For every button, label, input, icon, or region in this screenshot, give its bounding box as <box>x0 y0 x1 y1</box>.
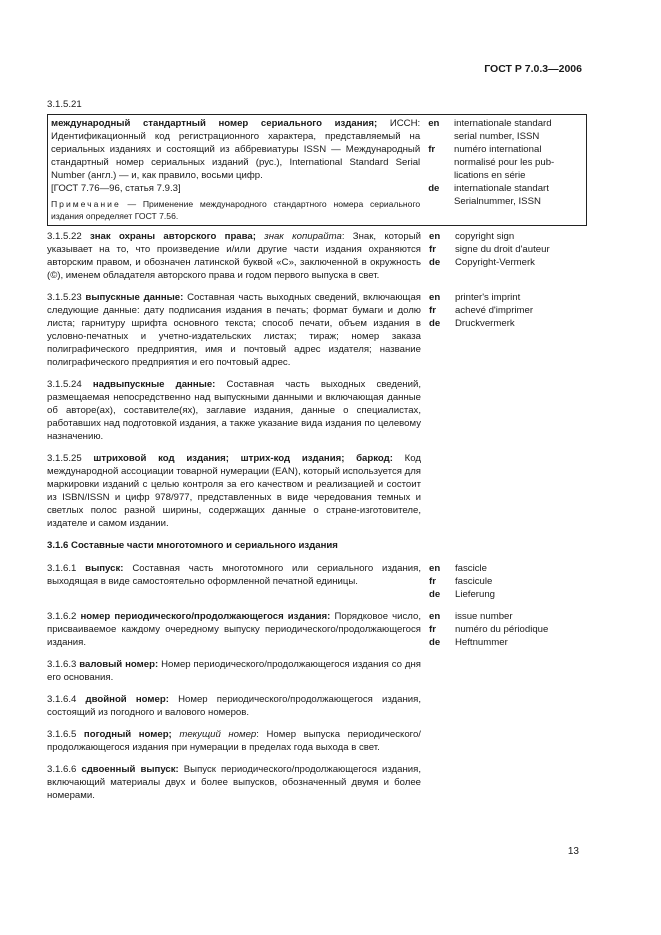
entry-definition: 3.1.6.1 выпуск: Составная часть многотомного или сериального издания, выходящая в виде самостоятельно оформленной печатной единицы. <box>47 563 421 587</box>
note <box>51 199 420 222</box>
language-codes: en fr de <box>429 563 441 600</box>
note-label: Примечание <box>51 199 121 209</box>
entry-definition: 3.1.6.4 двойной номер: Номер периодического/продолжающегося издания, состоящий из погодного и валового номеров. <box>47 694 421 718</box>
entry-definition: 3.1.5.25 штриховой код издания; штрих-код издания; баркод: Код международной ассоциации товарной нумерации (EAN), который используется для маркировки изданий с целью контроля за его качеством и реализацией и состоит из ISBN/ISSN и цифр 978/977, представленных в виде чередования темных и светлых полос разной ширины, содержащих данные о стране-изготовителе, издателе и самом издании. <box>47 453 421 529</box>
definition-text: Выпуск периодического/продолжающегося издания, включающий материалы двух и более выпусков, обозначенный двумя и более номерами. <box>47 764 421 801</box>
foreign-terms: copyright sign signe du droit d'auteur Copyright-Vermerk <box>455 231 550 268</box>
entry-definition: 3.1.5.24 надвыпускные данные: Составная часть выходных сведений, размещаемая непосредственно над выпускными данными и включающая данные об авторе(ах), составителе(ях), заглавие издания, данные о специалистах, работавших над подготовкой издания, а также указание вида издания по целевому назначению. <box>47 379 421 442</box>
entry <box>47 562 587 601</box>
foreign-terms: issue number numéro du périodique Heftnummer <box>455 611 549 648</box>
entry <box>47 291 587 369</box>
term: штриховой код издания; штрих-код издания; баркод: <box>93 453 393 464</box>
term-synonym: знак копирайта <box>264 231 342 242</box>
page-number: 13 <box>567 846 579 857</box>
entry-definition: 3.1.6.6 сдвоенный выпуск: Выпуск периодического/продолжающегося издания, включающий материалы двух и более выпусков, обозначенный двумя и более номерами. <box>47 764 421 801</box>
language-codes: en fr de <box>429 611 441 648</box>
reference: [ГОСТ 7.76—96, статья 7.9.3] <box>51 183 181 194</box>
definition-text: ИССН: Идентификационный код регистрационного характера, представляемый на сериальных изданиях и состоящий из аббревиатуры ISSN — Международный стандартный номер сериальных изданий (рус.), International Standard Serial Number (англ.) — и, как правило, восьми цифр. <box>51 118 421 181</box>
definition-text: : Номер выпуска периодического/продолжающегося издания при нумерации в пределах года выхода в свет. <box>47 729 421 753</box>
entry-definition: международный стандартный номер сериального издания; ИССН: Идентификационный код регистрационного характера, представляемый на сериальных изданиях и состоящий из аббревиатуры ISSN — Международный стандартный номер сериальных изданий (рус.), International Standard Serial Number (англ.) — и, как правило, восьми цифр. [ГОСТ 7.76—96, статья 7.9.3] Примечание — Применение международного стандартного номера сериального издания определяет ГОСТ 7.56. <box>51 118 421 221</box>
language-codes: en fr de <box>428 118 440 194</box>
definition-text: Составная часть выходных сведений, включающая следующие данные: дату подписания издания в печать; формат бумаги и долю листа; гарнитуру шрифта основного текста; способ печати, объем издания в условно-печатных и учетно-издательских листах; тираж; номер заказа полиграфического предприятия, имя и почтовый адрес издателя; название полиграфического предприятия и его почтовый адрес. <box>47 292 421 368</box>
language-codes: en fr de <box>429 231 441 268</box>
definition-text: Номер периодического/продолжающегося издания со дня его основания. <box>47 659 422 683</box>
term: знак охраны авторского права <box>89 231 253 242</box>
term: выпускные данные: <box>85 292 184 303</box>
term: выпуск: <box>85 563 124 574</box>
foreign-terms: fascicle fascicule Lieferung <box>455 563 496 600</box>
boxed-entry <box>47 114 587 226</box>
term: сдвоенный выпуск: <box>81 764 179 775</box>
entry-definition: 3.1.6.2 номер периодического/продолжающегося издания: Порядковое число, присваиваемое каждому очередному выпуску периодического/продолжающегося издания. <box>47 611 421 648</box>
entry <box>47 230 587 282</box>
foreign-terms: printer's imprint achevé d'imprimer Druckvermerk <box>455 292 534 329</box>
foreign-terms: internationale standard serial number, ISSN numéro international normalisé pour les pub- lications en série internationale standart Serialnummer, ISSN <box>453 118 555 207</box>
entry <box>47 452 587 530</box>
definition-text: : Знак, который указывает на то, что произведение и/или другие части издания охраняются авторским правом, и обозначен латинской буквой «C», заключенной в окружность (©), именем обладателя авторского права и годом первого выпуска в свет. <box>47 231 421 281</box>
definition-text: Составная часть многотомного или сериального издания, выходящая в виде самостоятельно оформленной печатной единицы. <box>47 563 421 587</box>
term: номер периодического/продолжающегося издания: <box>80 611 331 622</box>
entry <box>47 610 587 649</box>
content-area <box>47 98 587 811</box>
term: погодный номер; <box>83 729 172 740</box>
note-text: — Применение международного стандартного номера сериального издания определяет ГОСТ 7.56. <box>51 199 421 221</box>
standard-header: ГОСТ Р 7.0.3—2006 <box>484 63 582 75</box>
definition-text: Номер периодического/продолжающегося издания, состоящий из погодного и валового номеров. <box>47 694 421 718</box>
entry-definition: 3.1.6.3 валовый номер: Номер периодического/продолжающегося издания со дня его основания. <box>47 659 422 683</box>
term: двойной номер: <box>85 694 169 705</box>
section-heading: 3.1.6 Составные части многотомного и сериального издания <box>47 540 338 551</box>
entry-definition: 3.1.5.22 знак охраны авторского права; знак копирайта: Знак, который указывает на то, что произведение и/или другие части издания охраняются авторским правом, и обозначен латинской буквой «C», заключенной в окружность (©), именем обладателя авторского права и годом первого выпуска в свет. <box>47 231 421 281</box>
definition-text: Код международной ассоциации товарной нумерации (EAN), который используется для маркировки изданий с целью контроля за его качеством и реализацией и состоит из ISBN/ISSN и цифр 978/977, представленных в виде чередования темных и светлых полос разной ширины, содержащих данные о стране-изготовителе, издателе и самом издании. <box>47 453 421 529</box>
term: валовый номер: <box>79 659 159 670</box>
entry <box>47 728 587 754</box>
entry <box>47 763 587 802</box>
entry <box>47 658 587 684</box>
entry <box>47 693 587 719</box>
language-codes: en fr de <box>429 292 441 329</box>
definition-text: Порядковое число, присваиваемое каждому очередному выпуску периодического/продолжающегося издания. <box>47 611 421 648</box>
definition-text: Составная часть выходных сведений, размещаемая непосредственно над выпускными данными и включающая данные об авторе(ах), составителе(ях), заглавие издания, данные о специалистах, работавших над подготовкой издания, а также указание вида издания по целевому назначению. <box>47 379 421 442</box>
entry <box>47 378 587 443</box>
entry-definition: 3.1.5.23 выпускные данные: Составная часть выходных сведений, включающая следующие данные: дату подписания издания в печать; формат бумаги и долю листа; гарнитуру шрифта основного текста; способ печати, объем издания в условно-печатных и учетно-издательских листах; тираж; номер заказа полиграфического предприятия, имя и почтовый адрес издателя; название полиграфического предприятия и его почтовый адрес. <box>47 292 421 368</box>
entry-definition: 3.1.6.5 погодный номер; текущий номер: Номер выпуска периодического/продолжающегося издания при нумерации в пределах года выхода в свет. <box>47 729 421 753</box>
term: международный стандартный номер сериального издания <box>51 118 375 129</box>
entry-number: 3.1.5.21 <box>47 99 82 110</box>
term-synonym: текущий номер <box>179 729 257 740</box>
term: надвыпускные данные: <box>92 379 216 390</box>
